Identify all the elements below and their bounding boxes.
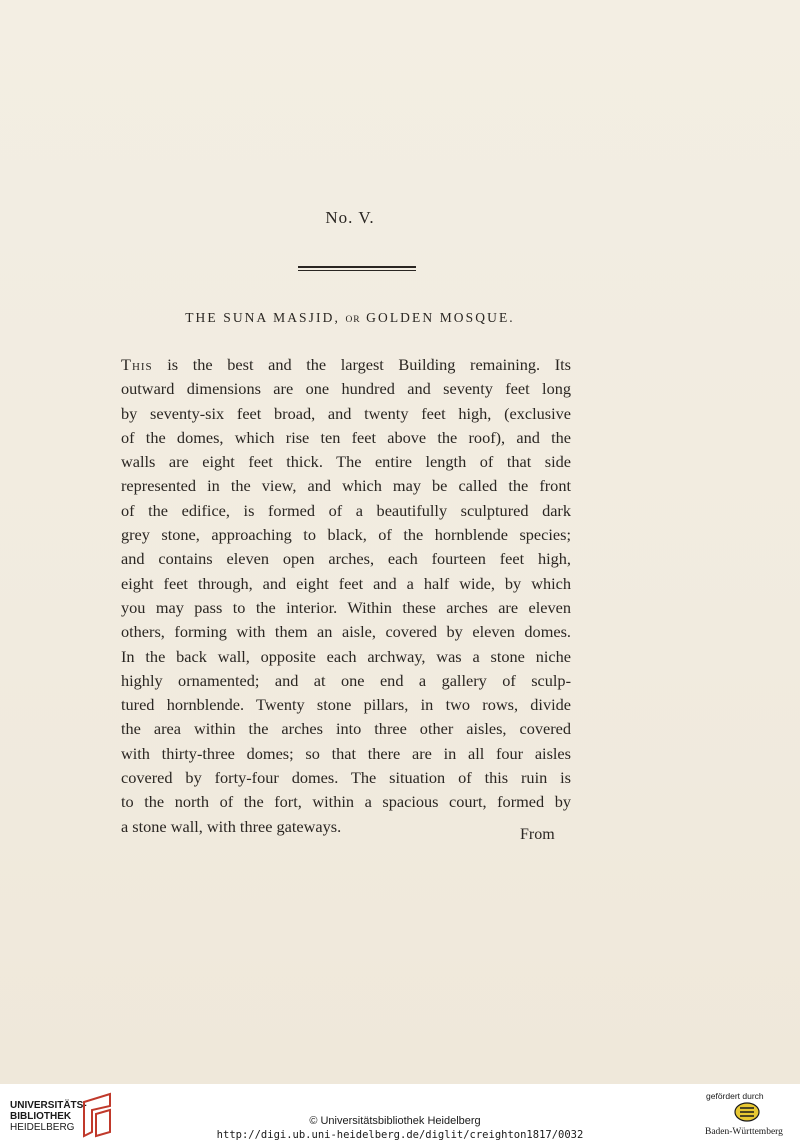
source-url[interactable]: http://digi.ub.uni-heidelberg.de/diglit/creighton1817/0032 [216, 1129, 584, 1141]
library-line-2: BIBLIOTHEK [10, 1111, 72, 1122]
body-line: This is the best and the largest Building remaining. Its [121, 355, 571, 374]
coat-of-arms-icon [733, 1101, 761, 1123]
body-line: In the back wall, opposite each archway, was a stone niche [121, 646, 571, 666]
title-rule [298, 266, 416, 268]
plate-number: No. V. [325, 208, 375, 227]
body-line: to the north of the fort, within a spacious court, formed by [121, 792, 571, 812]
library-line-1: UNIVERSITÄTS- [10, 1100, 87, 1111]
body-line: outward dimensions are one hundred and seventy feet long [121, 379, 571, 399]
title-part-2: GOLDEN MOSQUE. [366, 310, 515, 325]
copyright-notice: © Universitätsbibliothek Heidelberg [309, 1115, 481, 1127]
first-word: This [121, 355, 153, 374]
body-line: eight feet through, and eight feet and a half wide, by which [121, 573, 571, 593]
body-line: and contains eleven open arches, each fourteen feet high, [121, 549, 571, 569]
page-title [0, 310, 700, 326]
body-line: represented in the view, and which may be called the front [121, 476, 571, 496]
title-part-1: THE SUNA MASJID, [185, 310, 340, 325]
body-line: grey stone, approaching to black, of the hornblende species; [121, 525, 571, 545]
body-line: walls are eight feet thick. The entire length of that side [121, 452, 571, 472]
body-line: covered by forty-four domes. The situation of this ruin is [121, 768, 571, 788]
body-line: a stone wall, with three gateways. [121, 816, 342, 836]
body-line: of the edifice, is formed of a beautifully sculptured dark [121, 500, 571, 520]
body-line: others, forming with them an aisle, covered by eleven domes. [121, 622, 571, 642]
body-line: tured hornblende. Twenty stone pillars, in two rows, divide [121, 695, 571, 715]
body-line: highly ornamented; and at one end a gallery of sculp- [121, 670, 571, 690]
library-line-3: HEIDELBERG [10, 1122, 75, 1133]
state-name: Baden-Württemberg [705, 1127, 783, 1137]
body-line: by seventy-six feet broad, and twenty feet high, (exclusive [121, 403, 571, 423]
body-line: the area within the arches into three other aisles, covered [121, 719, 571, 739]
title-rule-thin [298, 270, 416, 271]
funded-by-label: gefördert durch [706, 1091, 764, 1101]
body-line: with thirty-three domes; so that there are in all four aisles [121, 743, 571, 763]
catchword: From [520, 826, 555, 843]
title-connector: OR [345, 315, 361, 325]
body-line: you may pass to the interior. Within these arches are eleven [121, 597, 571, 617]
body-paragraph [121, 353, 571, 839]
body-line: of the domes, which rise ten feet above the roof), and the [121, 427, 571, 447]
